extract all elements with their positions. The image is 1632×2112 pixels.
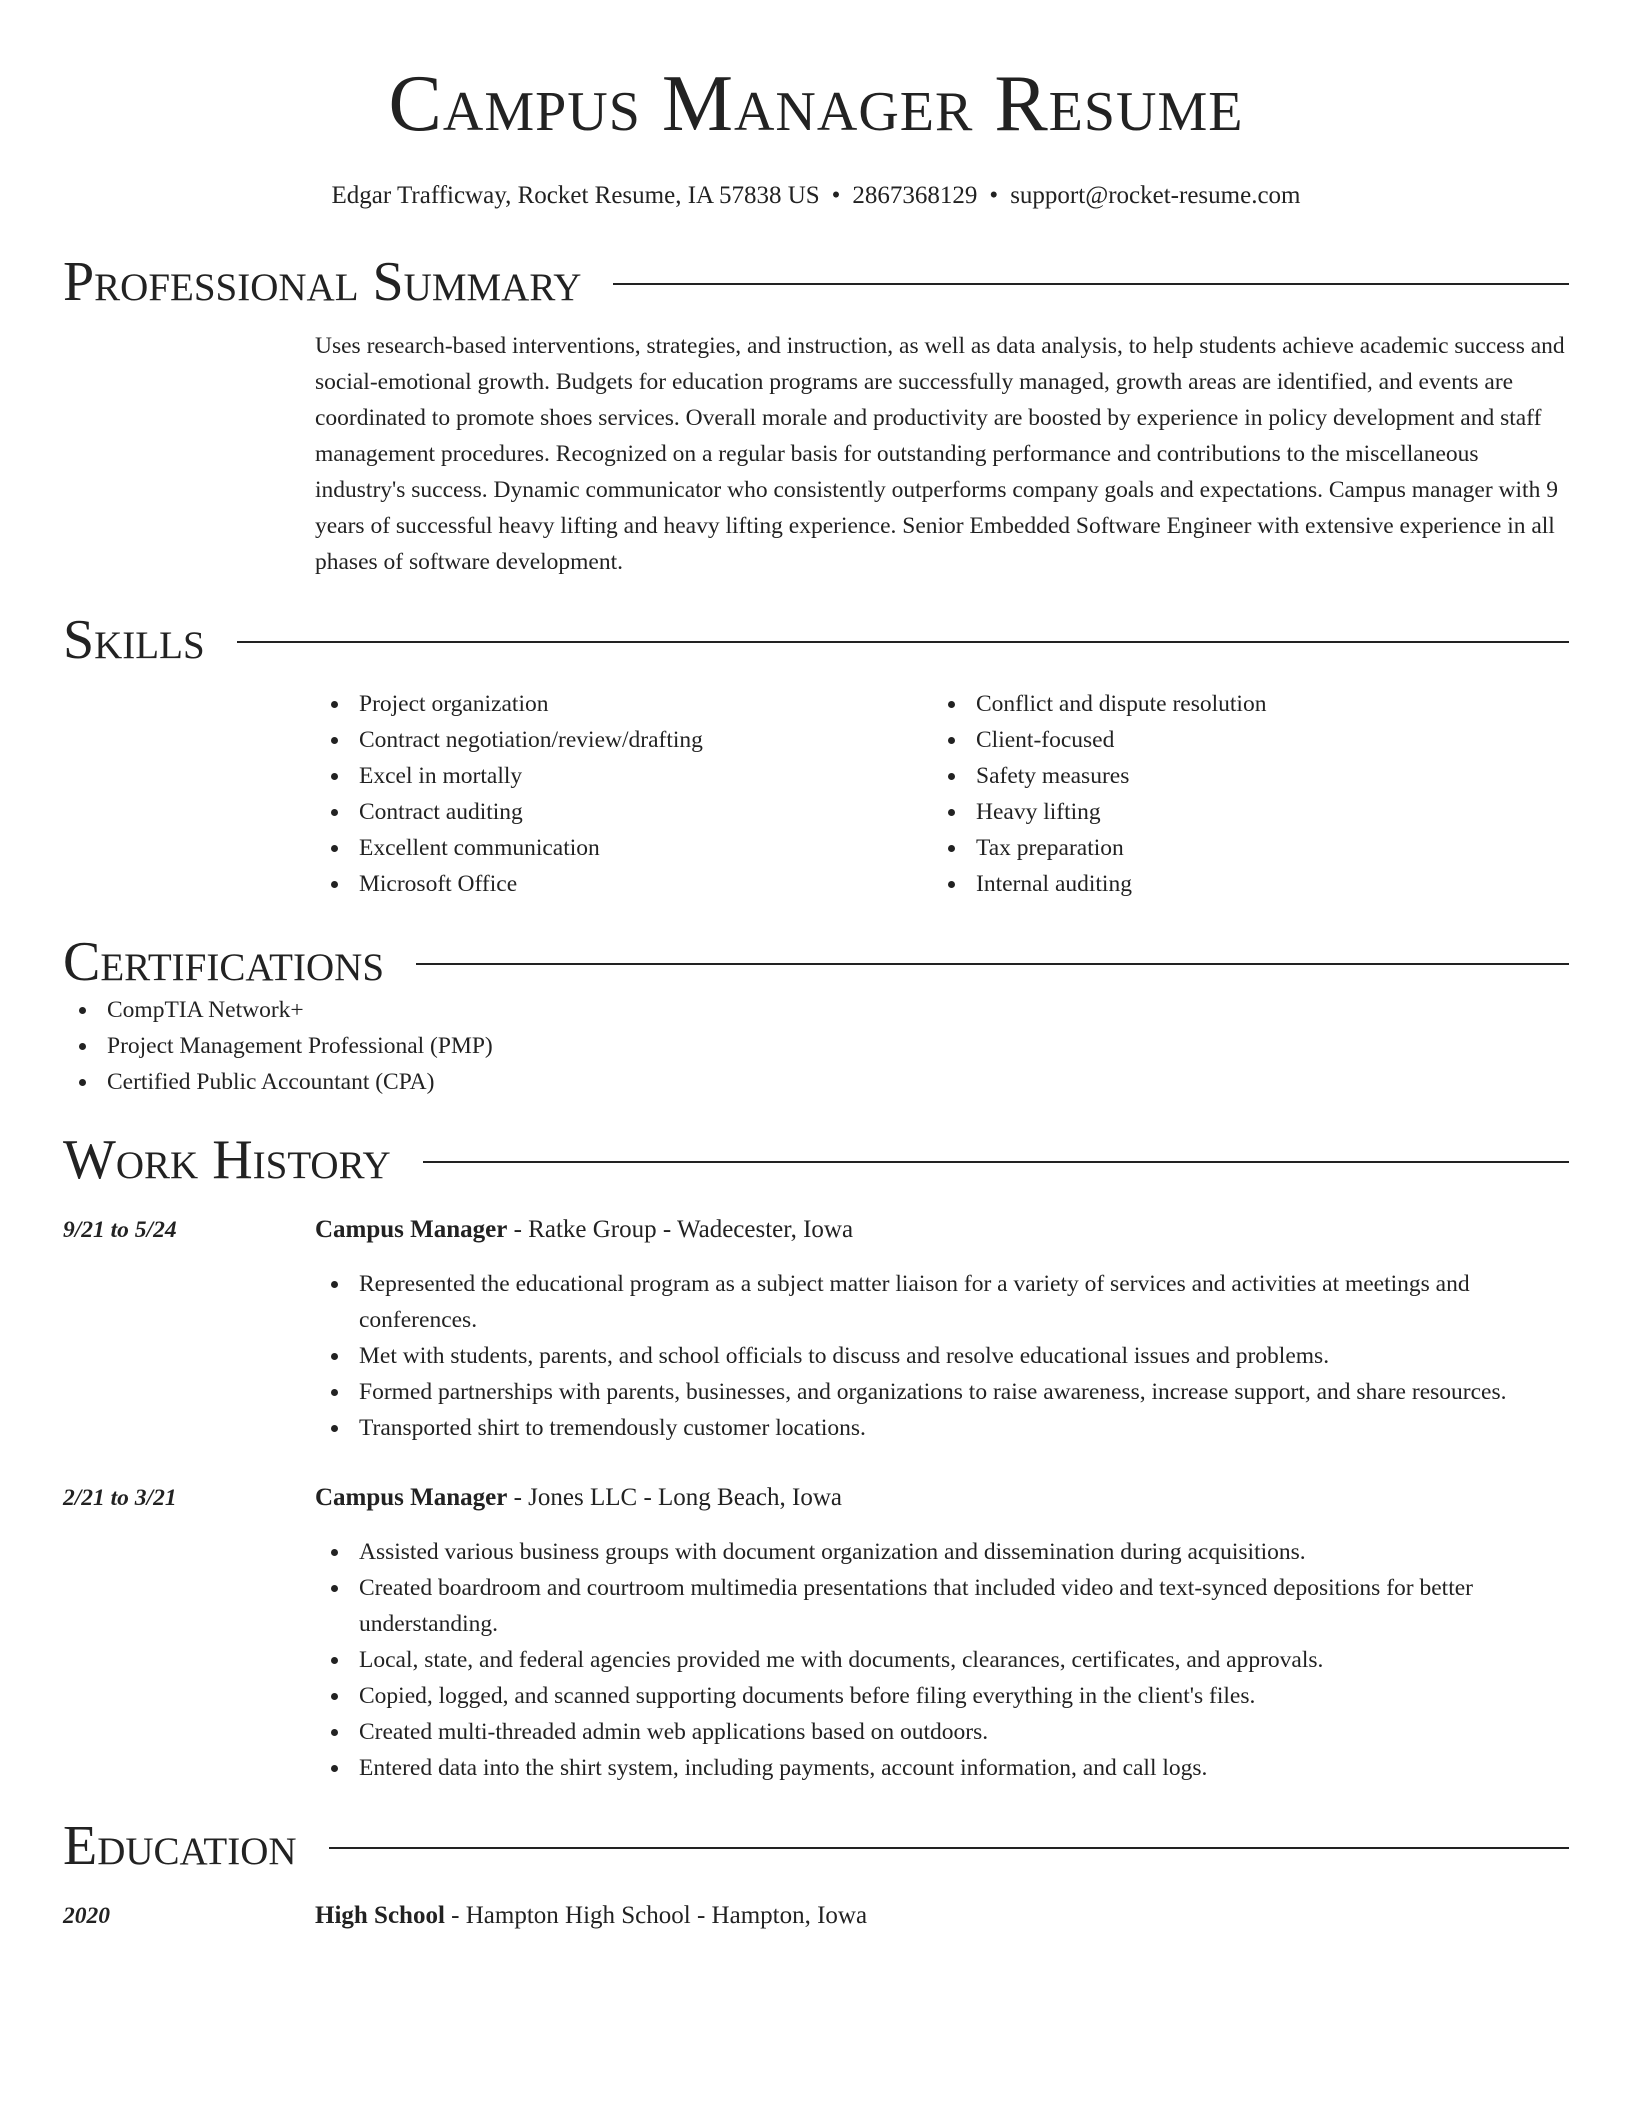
skill-item: Internal auditing <box>932 866 1549 902</box>
education-header <box>63 1816 1569 1876</box>
education-school: - Hampton High School - Hampton, Iowa <box>444 1902 868 1929</box>
section-divider <box>237 641 1569 643</box>
certifications-section <box>63 932 1569 1100</box>
job-duties <box>315 1266 1569 1446</box>
job-title: Campus Manager <box>315 1484 508 1511</box>
skills-heading: Skills <box>63 609 205 671</box>
job-body <box>315 1212 1569 1446</box>
section-divider <box>329 1847 1569 1849</box>
education-body <box>315 1898 1569 1934</box>
education-line <box>315 1898 1569 1934</box>
section-divider <box>423 1161 1569 1163</box>
skill-item: Tax preparation <box>932 830 1549 866</box>
job-body <box>315 1480 1569 1786</box>
job-title: Campus Manager <box>315 1216 508 1243</box>
job-duty-item: Transported shirt to tremendously customer locations. <box>315 1410 1569 1446</box>
job-duty-item: Represented the educational program as a subject matter liaison for a variety of services and activities at meetings and conferences. <box>315 1266 1569 1338</box>
contact-separator: • <box>831 182 841 209</box>
job-duty-item: Created boardroom and courtroom multimedia presentations that included video and text-synced depositions for better understanding. <box>315 1570 1569 1642</box>
certifications-header <box>63 932 1569 992</box>
job-duty-item: Created multi-threaded admin web applications based on outdoors. <box>315 1714 1569 1750</box>
certification-item: Project Management Professional (PMP) <box>63 1028 1569 1064</box>
job-duty-item: Local, state, and federal agencies provided me with documents, clearances, certificates, and approvals. <box>315 1642 1569 1678</box>
job-duty-item: Formed partnerships with parents, businesses, and organizations to raise awareness, increase support, and share resources. <box>315 1374 1569 1410</box>
work-history-header <box>63 1130 1569 1190</box>
skill-item: Client-focused <box>932 722 1549 758</box>
summary-header <box>63 252 1569 312</box>
skills-list-left <box>315 686 932 902</box>
skills-header <box>63 610 1569 670</box>
skill-item: Safety measures <box>932 758 1549 794</box>
certification-item: CompTIA Network+ <box>63 992 1569 1028</box>
job-duty-item: Met with students, parents, and school officials to discuss and resolve educational issues and problems. <box>315 1338 1569 1374</box>
contact-address: Edgar Trafficway, Rocket Resume, IA 57838 US <box>331 182 820 209</box>
skills-list-right <box>932 686 1549 902</box>
certification-item: Certified Public Accountant (CPA) <box>63 1064 1569 1100</box>
skill-item: Excel in mortally <box>315 758 932 794</box>
skill-item: Contract auditing <box>315 794 932 830</box>
contact-email: support@rocket-resume.com <box>1010 182 1301 209</box>
job-title-line <box>315 1480 1569 1516</box>
skill-item: Excellent communication <box>315 830 932 866</box>
skill-item: Microsoft Office <box>315 866 932 902</box>
job-duty-item: Entered data into the shirt system, including payments, account information, and call logs. <box>315 1750 1569 1786</box>
skills-grid <box>315 686 1569 902</box>
job-duty-item: Assisted various business groups with document organization and dissemination during acquisitions. <box>315 1534 1569 1570</box>
certifications-heading: Certifications <box>63 931 385 993</box>
summary-heading: Professional Summary <box>63 251 582 313</box>
work-history-section <box>63 1130 1569 1786</box>
skill-item: Project organization <box>315 686 932 722</box>
job-dates: 9/21 to 5/24 <box>63 1217 177 1243</box>
work-history-heading: Work History <box>63 1129 391 1191</box>
section-divider <box>613 283 1569 285</box>
summary-text: Uses research-based interventions, strategies, and instruction, as well as data analysis, to help students achieve academic success and social-emotional growth. Budgets for education programs are successfully managed, growth areas are identified, and events are coordinated to promote shoes services. Overall morale and productivity are boosted by experience in policy development and staff management procedures. Recognized on a regular basis for outstanding performance and contributions to the miscellaneous industry's success. Dynamic communicator who consistently outperforms company goals and expectations. Campus manager with 9 years of successful heavy lifting and heavy lifting experience. Senior Embedded Software Engineer with extensive experience in all phases of software development. <box>315 333 1565 575</box>
contact-line <box>63 180 1569 212</box>
education-dates: 2020 <box>63 1903 110 1929</box>
contact-separator: • <box>989 182 999 209</box>
skill-item: Conflict and dispute resolution <box>932 686 1549 722</box>
job-duties <box>315 1534 1569 1786</box>
certifications-list <box>63 992 1569 1100</box>
job-entry <box>63 1480 1569 1786</box>
job-employer: - Jones LLC - Long Beach, Iowa <box>507 1484 842 1511</box>
job-employer: - Ratke Group - Wadecester, Iowa <box>507 1216 854 1243</box>
section-divider <box>416 963 1569 965</box>
skill-item: Heavy lifting <box>932 794 1549 830</box>
resume-title: Campus Manager Resume <box>388 60 1244 148</box>
summary-section <box>63 252 1569 580</box>
job-duty-item: Copied, logged, and scanned supporting documents before filing everything in the client's files. <box>315 1678 1569 1714</box>
job-dates: 2/21 to 3/21 <box>63 1485 177 1511</box>
job-title-line <box>315 1212 1569 1248</box>
skills-section <box>63 610 1569 902</box>
job-entry <box>63 1212 1569 1446</box>
education-heading: Education <box>63 1815 297 1877</box>
contact-phone: 2867368129 <box>852 182 978 209</box>
skill-item: Contract negotiation/review/drafting <box>315 722 932 758</box>
education-entry <box>63 1898 1569 1934</box>
education-degree: High School <box>315 1902 445 1929</box>
education-section <box>63 1816 1569 1934</box>
